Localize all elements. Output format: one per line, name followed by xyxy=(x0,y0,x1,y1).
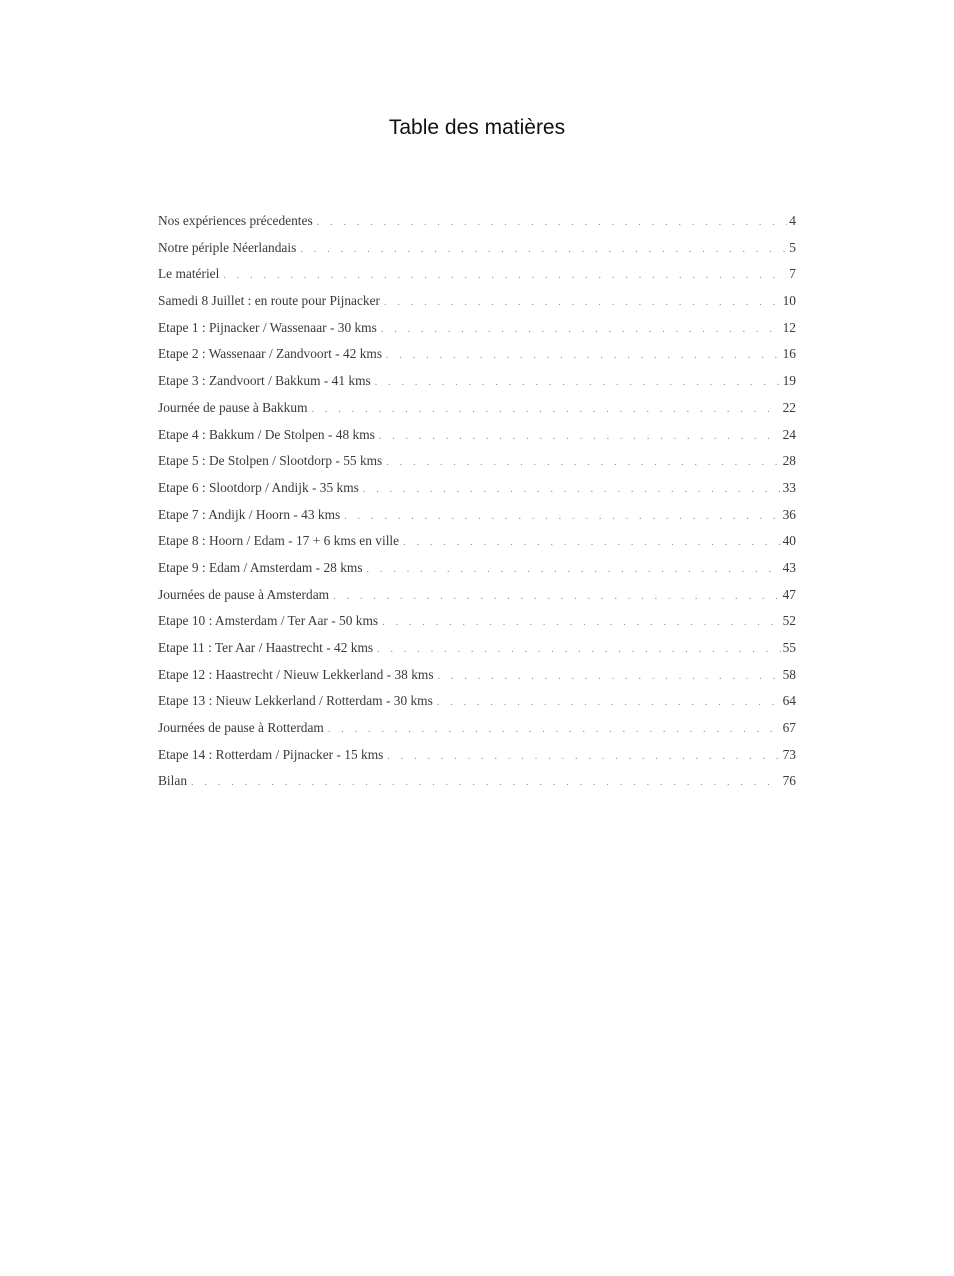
dot-leader xyxy=(328,725,781,735)
dot-leader xyxy=(300,245,787,255)
toc-entry-label: Samedi 8 Juillet : en route pour Pijnacker xyxy=(158,293,381,309)
toc-entry-page: 64 xyxy=(782,693,796,709)
toc-entry-page: 22 xyxy=(782,399,796,415)
toc-entry-page: 40 xyxy=(782,533,796,549)
toc-entry-label: Etape 9 : Edam / Amsterdam - 28 kms xyxy=(158,559,363,575)
toc-entry-page: 73 xyxy=(782,746,796,762)
toc-entry-label: Journées de pause à Rotterdam xyxy=(158,720,324,736)
dot-leader xyxy=(344,512,780,522)
toc-entry-page: 16 xyxy=(782,346,796,362)
toc-entry[interactable] xyxy=(158,240,796,267)
dot-leader xyxy=(386,351,781,361)
toc-entry-label: Etape 3 : Zandvoort / Bakkum - 41 kms xyxy=(158,373,371,389)
toc-entry[interactable] xyxy=(158,293,796,320)
dot-leader xyxy=(382,618,781,628)
toc-entry[interactable] xyxy=(158,693,796,720)
toc-entry-label: Etape 6 : Slootdorp / Andijk - 35 kms xyxy=(158,479,359,495)
toc-entry-label: Journées de pause à Amsterdam xyxy=(158,586,330,602)
toc-entry-page: 10 xyxy=(782,293,796,309)
toc-entry[interactable] xyxy=(158,747,796,774)
dot-leader xyxy=(437,698,781,708)
toc-entry[interactable] xyxy=(158,480,796,507)
dot-leader xyxy=(386,458,780,468)
toc-entry[interactable] xyxy=(158,720,796,747)
toc-entry[interactable] xyxy=(158,640,796,667)
toc-entry-label: Etape 14 : Rotterdam / Pijnacker - 15 kms xyxy=(158,746,384,762)
toc-entry-page: 33 xyxy=(782,479,796,495)
toc-title: Table des matières xyxy=(388,116,566,139)
dot-leader xyxy=(438,672,781,682)
toc-entry-page: 36 xyxy=(782,506,796,522)
toc-list xyxy=(158,213,796,800)
toc-entry[interactable] xyxy=(158,400,796,427)
toc-entry-label: Le matériel xyxy=(158,266,220,282)
toc-entry-label: Etape 4 : Bakkum / De Stolpen - 48 kms xyxy=(158,426,375,442)
toc-entry[interactable] xyxy=(158,773,796,800)
toc-entry[interactable] xyxy=(158,346,796,373)
toc-entry-label: Etape 1 : Pijnacker / Wassenaar - 30 kms xyxy=(158,319,377,335)
dot-leader xyxy=(367,565,781,575)
dot-leader xyxy=(381,325,781,335)
dot-leader xyxy=(387,752,780,762)
toc-entry-page: 5 xyxy=(789,239,796,255)
toc-entry-page: 58 xyxy=(782,666,796,682)
toc-entry-page: 55 xyxy=(782,640,796,655)
toc-entry[interactable] xyxy=(158,667,796,694)
toc-entry-page: 76 xyxy=(782,773,796,789)
dot-leader xyxy=(223,271,787,281)
toc-entry-page: 24 xyxy=(782,426,796,442)
toc-entry[interactable] xyxy=(158,587,796,614)
toc-entry-label: Notre périple Néerlandais xyxy=(158,239,297,255)
toc-entry-page: 7 xyxy=(789,266,796,282)
toc-entry-label: Journée de pause à Bakkum xyxy=(158,399,308,415)
dot-leader xyxy=(311,405,780,415)
dot-leader xyxy=(317,218,788,228)
toc-entry[interactable] xyxy=(158,320,796,347)
toc-entry-label: Etape 7 : Andijk / Hoorn - 43 kms xyxy=(158,506,341,522)
toc-entry-label: Etape 11 : Ter Aar / Haastrecht - 42 kms xyxy=(158,640,374,655)
toc-entry[interactable] xyxy=(158,507,796,534)
toc-entry-page: 4 xyxy=(789,213,796,228)
toc-entry-page: 12 xyxy=(782,319,796,335)
dot-leader xyxy=(379,432,781,442)
toc-entry-label: Etape 12 : Haastrecht / Nieuw Lekkerland - 38 kms xyxy=(158,666,434,682)
toc-entry-page: 43 xyxy=(782,559,796,575)
dot-leader xyxy=(191,778,781,788)
toc-entry[interactable] xyxy=(158,560,796,587)
toc-entry-page: 19 xyxy=(782,373,796,389)
toc-entry[interactable] xyxy=(158,427,796,454)
toc-entry[interactable] xyxy=(158,266,796,293)
toc-entry-label: Etape 10 : Amsterdam / Ter Aar - 50 kms xyxy=(158,613,379,629)
toc-entry-label: Bilan xyxy=(158,773,188,789)
toc-entry-page: 67 xyxy=(782,720,796,736)
toc-entry-label: Etape 13 : Nieuw Lekkerland / Rotterdam - 30 kms xyxy=(158,693,433,709)
toc-entry-page: 52 xyxy=(782,613,796,629)
toc-entry-page: 47 xyxy=(782,586,796,602)
toc-entry[interactable] xyxy=(158,613,796,640)
toc-entry-label: Etape 5 : De Stolpen / Slootdorp - 55 kms xyxy=(158,453,383,469)
toc-entry[interactable] xyxy=(158,213,796,240)
dot-leader xyxy=(375,378,781,388)
toc-entry-label: Etape 8 : Hoorn / Edam - 17 + 6 kms en ville xyxy=(158,533,400,549)
dot-leader xyxy=(403,538,781,548)
toc-entry[interactable] xyxy=(158,533,796,560)
dot-leader xyxy=(333,592,781,602)
toc-entry-label: Etape 2 : Wassenaar / Zandvoort - 42 kms xyxy=(158,346,383,362)
toc-entry-page: 28 xyxy=(782,453,796,469)
dot-leader xyxy=(363,485,781,495)
toc-entry[interactable] xyxy=(158,453,796,480)
dot-leader xyxy=(377,645,781,655)
toc-entry-label: Nos expériences précedentes xyxy=(158,213,313,228)
dot-leader xyxy=(384,298,781,308)
toc-entry[interactable] xyxy=(158,373,796,400)
